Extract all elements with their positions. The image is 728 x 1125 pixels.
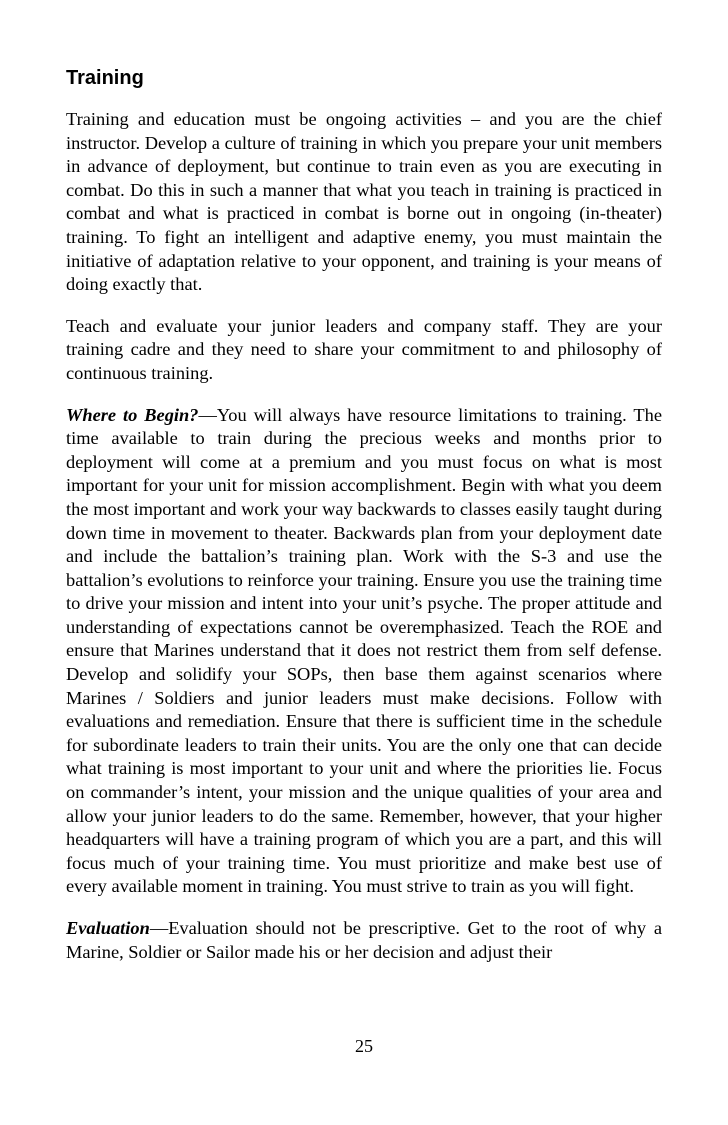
paragraph-evaluation [66, 917, 662, 964]
paragraph-body-where-to-begin: —You will always have resource limitations to training. The time available to train during the precious weeks and months prior to deployment will come at a premium and you must focus on what is most important for your unit for mission accomplishment. Begin with what you deem the most important and work your way backwards to classes easily taught during down time in movement to theater. Backwards plan from your deployment date and include the battalion’s training plan. Work with the S-3 and use the battalion’s evolutions to reinforce your training. Ensure you use the training time to drive your mission and intent into your unit’s psyche. The proper attitude and understanding of expectations cannot be overemphasized. Teach the ROE and ensure that Marines understand that it does not restrict them from self defense. Develop and solidify your SOPs, then base them against scenarios where Marines / Soldiers and junior leaders must make decisions. Follow with evaluations and remediation. Ensure that there is sufficient time in the schedule for subordinate leaders to train their units. You are the only one that can decide what training is most important to your unit and where the priorities lie. Focus on commander’s intent, your mission and the unique qualities of your area and allow your junior leaders to do the same. Remember, however, that your higher headquarters will have a training program of which you are a part, and this will focus much of your training time. You must prioritize and make best use of every available moment in training. You must strive to train as you will fight. [66, 404, 662, 897]
paragraph-body-evaluation: —Evaluation should not be prescriptive. Get to the root of why a Marine, Soldier or Sailor made his or her decision and adjust their [66, 918, 662, 962]
page-number: 25 [355, 1036, 373, 1056]
paragraph-lead-where-to-begin: Where to Begin? [66, 404, 199, 425]
page-content [66, 64, 662, 982]
section-heading: Training [66, 67, 144, 89]
paragraph-where-to-begin [66, 404, 662, 899]
paragraph-junior-leaders: Teach and evaluate your junior leaders and company staff. They are your training cadre and they need to share your commitment to and philosophy of continuous training. [66, 315, 662, 383]
paragraph-training-intro: Training and education must be ongoing activities – and you are the chief instructor. Develop a culture of training in which you prepare your unit members in advance of deployment, but continue to train even as you are executing in combat. Do this in such a manner that what you teach in training is practiced in combat and what is practiced in combat is borne out in ongoing (in-theater) training. To fight an intelligent and adaptive enemy, you must maintain the initiative of adaptation relative to your opponent, and training is your means of doing exactly that. [66, 109, 662, 295]
paragraph-lead-evaluation: Evaluation [66, 918, 150, 938]
